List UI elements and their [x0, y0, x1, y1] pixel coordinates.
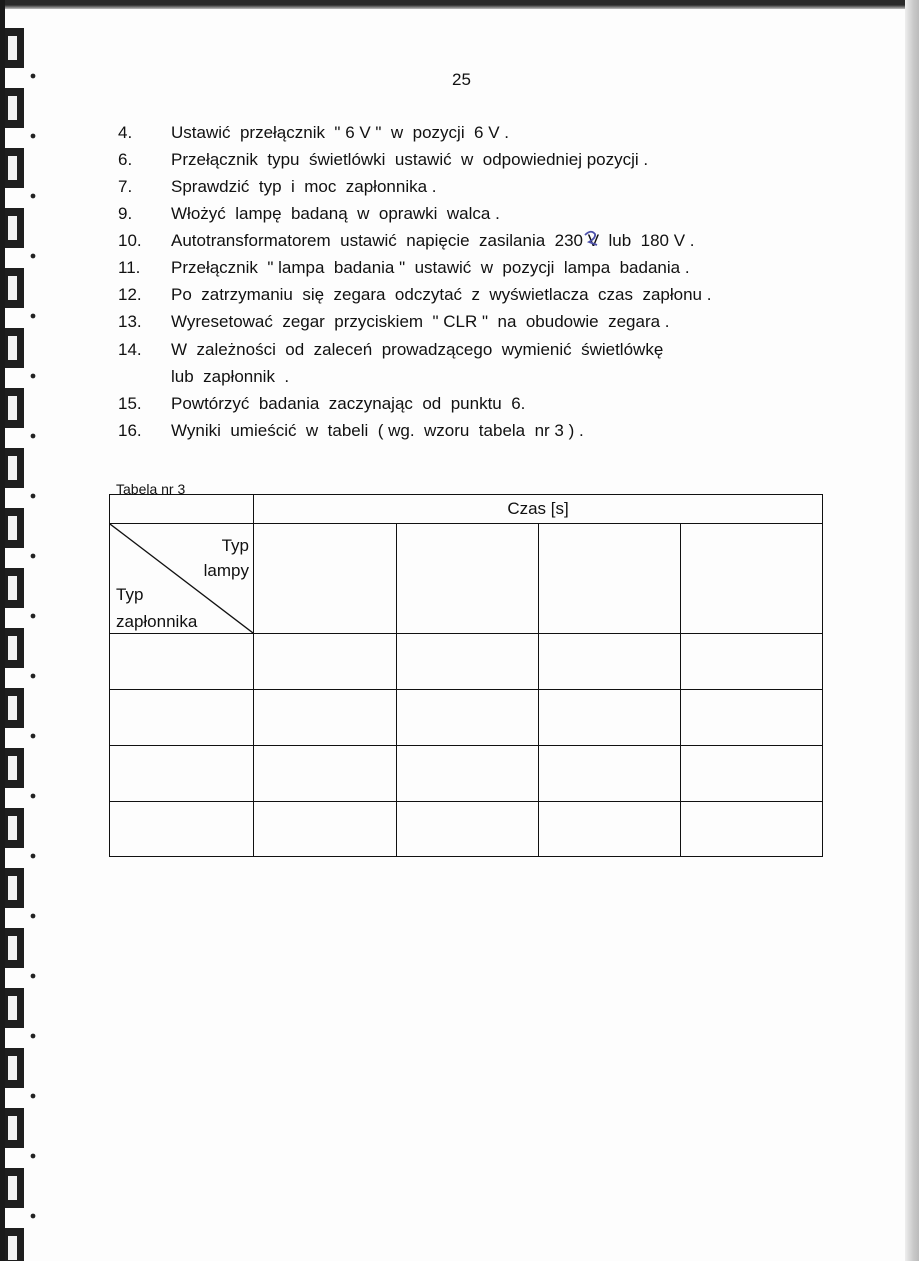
table-cell[interactable] [397, 746, 539, 802]
table-cell[interactable] [254, 524, 397, 634]
table-row [110, 746, 823, 802]
starter-type-label-line1: Typ [116, 585, 144, 604]
instruction-number: 13. [118, 312, 142, 331]
instruction-number: 15. [118, 394, 142, 413]
table-cell[interactable] [254, 746, 397, 802]
table-cell[interactable] [681, 634, 823, 690]
table-cell[interactable] [254, 634, 397, 690]
instruction-number: 9. [118, 204, 133, 223]
instruction-text: Autotransformatorem ustawić napięcie zasilania 230 V lub 180 V . [171, 231, 695, 250]
instruction-text: Ustawić przełącznik " 6 V " w pozycji 6 V . [171, 123, 510, 142]
table-cell[interactable] [539, 634, 681, 690]
header-blank-cell [110, 495, 254, 524]
instruction-text: Sprawdzić typ i moc zapłonnika . [171, 177, 437, 196]
starter-type-label-line2: zapłonnika [116, 612, 198, 631]
instruction-text: Włożyć lampę badaną w oprawki walca . [171, 204, 500, 223]
instruction-text: Powtórzyć badania zaczynając od punktu 6. [171, 394, 526, 413]
instruction-number: 11. [118, 258, 141, 277]
diagonal-header-cell [110, 524, 254, 634]
starter-type-label [116, 581, 197, 635]
instruction-text: W zależności od zaleceń prowadzącego wymienić świetlówkę [171, 340, 664, 359]
table-cell[interactable] [681, 802, 823, 857]
instruction-text: Przełącznik typu świetlówki ustawić w odpowiedniej pozycji . [171, 150, 649, 169]
table-cell[interactable] [254, 802, 397, 857]
instruction-number: 7. [118, 177, 133, 196]
table-cell[interactable] [397, 524, 539, 634]
instruction-text: Przełącznik " lampa badania " ustawić w pozycji lampa badania . [171, 258, 690, 277]
table-cell[interactable] [681, 690, 823, 746]
instruction-text: Wyniki umieścić w tabeli ( wg. wzoru tabela nr 3 ) . [171, 421, 584, 440]
instruction-number: 14. [118, 340, 142, 359]
instruction-number: 12. [118, 285, 142, 304]
table-cell[interactable] [681, 524, 823, 634]
table-cell[interactable] [397, 690, 539, 746]
table-cell[interactable] [397, 802, 539, 857]
scan-top-edge [0, 0, 919, 9]
table-header-row [110, 495, 823, 524]
lamp-type-label-line2: lampy [203, 561, 249, 580]
lamp-type-label-line1: Typ [221, 536, 249, 555]
table-cell[interactable] [539, 802, 681, 857]
table-cell[interactable] [110, 690, 254, 746]
lamp-type-label [204, 533, 249, 583]
table-row [110, 802, 823, 857]
instruction-text: Po zatrzymaniu się zegara odczytać z wyświetlacza czas zapłonu . [171, 285, 712, 304]
instruction-number: 16. [118, 421, 142, 440]
instruction-text: lub zapłonnik . [171, 367, 290, 386]
table-cell[interactable] [681, 746, 823, 802]
instruction-text: Wyresetować zegar przyciskiem " CLR " na obudowie zegara . [171, 312, 670, 331]
table-cell[interactable] [539, 746, 681, 802]
instruction-number: 4. [118, 123, 133, 142]
instruction-number: 6. [118, 150, 133, 169]
spiral-binding [0, 0, 40, 1261]
table-cell[interactable] [397, 634, 539, 690]
czas-header: Czas [s] [254, 495, 823, 524]
table-cell[interactable] [539, 524, 681, 634]
table-row [110, 690, 823, 746]
table-cell[interactable] [110, 634, 254, 690]
handwritten-correction-mark [582, 229, 600, 249]
scan-right-edge [905, 0, 919, 1261]
instruction-number: 10. [118, 231, 142, 250]
page-number: 25 [452, 70, 471, 89]
table-row [110, 634, 823, 690]
table-caption: Tabela nr 3 [116, 481, 186, 497]
table-subheader-row [110, 524, 823, 634]
table-cell[interactable] [110, 802, 254, 857]
table-cell[interactable] [110, 746, 254, 802]
table-cell[interactable] [539, 690, 681, 746]
table-cell[interactable] [254, 690, 397, 746]
results-table [109, 494, 823, 857]
